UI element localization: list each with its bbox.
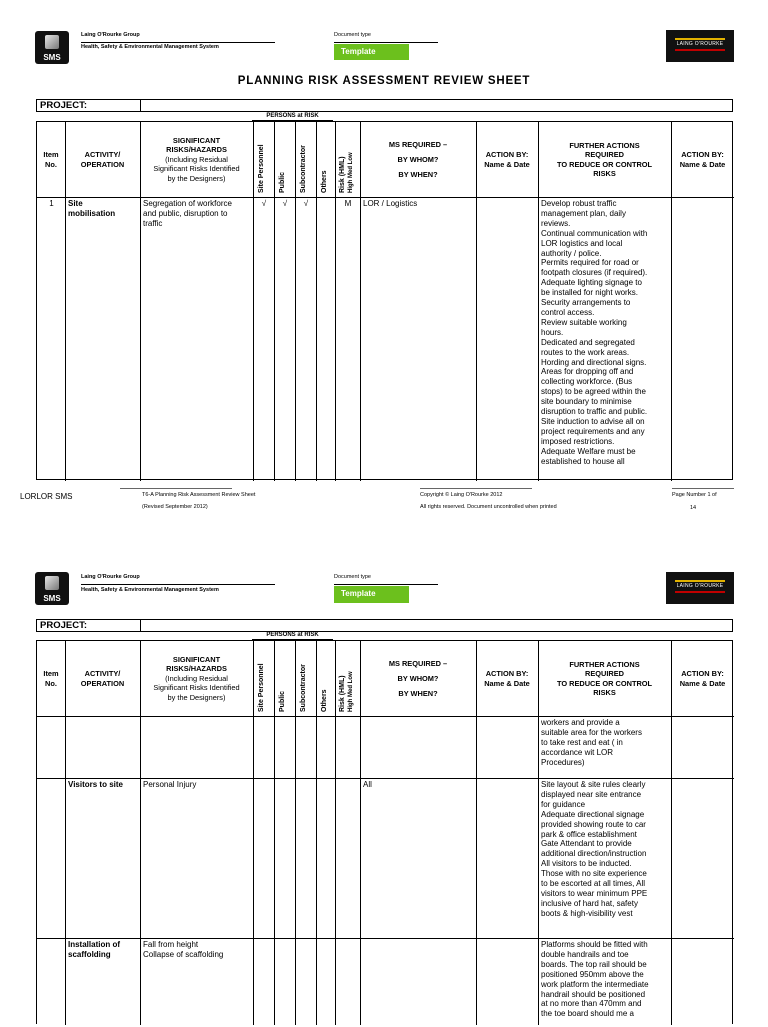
column-divider xyxy=(360,122,361,481)
doc-type-badge: Template xyxy=(334,586,409,603)
footer-revised: (Revised September 2012) xyxy=(142,504,208,510)
header-further-actions: FURTHER ACTIONS REQUIRED TO REDUCE OR CONTROL RISKS xyxy=(556,140,653,178)
column-divider xyxy=(360,641,361,1025)
row-1-activity: Visitors to site xyxy=(68,780,123,789)
footer-page-label: Page Number 1 of xyxy=(672,492,717,498)
risk-table xyxy=(36,640,733,1024)
project-row xyxy=(36,99,733,112)
doc-type-badge: Template xyxy=(334,44,409,60)
footer-divider xyxy=(672,488,734,489)
header-action-by-2: ACTION BY: Name & Date xyxy=(679,150,726,169)
column-divider xyxy=(335,641,336,1025)
risk-table xyxy=(36,121,733,480)
header-divider xyxy=(37,716,734,717)
row-1-risk: Personal Injury xyxy=(143,780,197,789)
row-0-public: √ xyxy=(282,199,288,208)
column-divider xyxy=(671,122,672,481)
cube-icon xyxy=(45,35,59,49)
row-divider xyxy=(37,778,734,779)
header-others: Others xyxy=(321,689,328,712)
footer-divider xyxy=(420,488,532,489)
row-0-site-personnel: √ xyxy=(261,199,267,208)
header-further-actions: FURTHER ACTIONS REQUIRED TO REDUCE OR CONTROL RISKS xyxy=(556,659,653,697)
system-name: Health, Safety & Environmental Management System xyxy=(81,587,219,593)
column-divider xyxy=(65,122,66,481)
header-risks: SIGNIFICANT RISKS/HAZARDS (Including Residual Significant Risks Identified by the Designers) xyxy=(153,135,240,183)
persons-at-risk-label: PERSONS at RISK xyxy=(252,631,333,640)
row-0-activity: Site mobilisation xyxy=(68,199,116,218)
laing-orourke-logo: LAING O'ROURKE xyxy=(666,30,734,62)
row-2-activity: Installation of scaffolding xyxy=(68,940,120,959)
divider xyxy=(81,584,275,585)
sms-logo: SMS xyxy=(35,31,69,64)
page-title: PLANNING RISK ASSESSMENT REVIEW SHEET xyxy=(237,75,531,87)
row-0-risk-level: M xyxy=(344,199,352,208)
footer-rights: All rights reserved. Document uncontrolled when printed xyxy=(420,504,557,510)
column-divider xyxy=(274,641,275,1025)
header-site-personnel: Site Personnel xyxy=(258,663,265,712)
row-0-ms: LOR / Logistics xyxy=(363,199,418,208)
company-name: Laing O'Rourke Group xyxy=(81,32,140,38)
row-1-ms: All xyxy=(363,780,372,789)
footer-divider xyxy=(120,488,232,489)
row-2-risk: Fall from height Collapse of scaffolding xyxy=(143,940,224,959)
row-0-further: Develop robust traffic management plan, daily reviews. Continual communication with LOR logistics and local authority / police. Permits required for road or footpath closures (if required). Adequate lighting signage to be installed for night works. Security arrangements to control access. Review suitable working hours. Dedicated and segregated routes to the work areas. Hording and directional signs. Areas for dropping off and collecting workforce. (Bus stops) to be agreed within the site boundary to minimise disruption to traffic and public. Site induction to advise all on project requirements and any imposed restrictions. Adequate Welfare must be established to house all xyxy=(541,199,648,466)
header-activity: ACTIVITY/ OPERATION xyxy=(80,669,125,688)
row-0-item: 1 xyxy=(49,199,54,208)
page-2 xyxy=(0,560,768,1024)
column-divider xyxy=(538,641,539,1025)
column-divider xyxy=(538,122,539,481)
laing-orourke-logo: LAING O'ROURKE xyxy=(666,572,734,604)
column-divider xyxy=(295,122,296,481)
header-risk-hml: Risk (HML) xyxy=(339,675,346,712)
persons-at-risk-label: PERSONS at RISK xyxy=(252,112,333,121)
row-2-further: Platforms should be fitted with double handrails and toe boards. The top rail should be positioned 950mm above the work platform the intermediate handrail should be positioned at no more than 470mm and the toe board should me a xyxy=(541,940,649,1019)
header-risk-hml: Risk (HML) xyxy=(339,156,346,193)
header-ms-required: MS REQUIRED – BY WHOM? BY WHEN? xyxy=(388,659,448,698)
header-others: Others xyxy=(321,170,328,193)
column-divider xyxy=(476,641,477,1025)
column-divider xyxy=(274,122,275,481)
project-row xyxy=(36,619,733,632)
header-subcontractor: Subcontractor xyxy=(300,145,307,193)
footer-left: LORLOR SMS xyxy=(20,492,73,501)
footer-page-total: 14 xyxy=(690,505,697,511)
project-label: PROJECT: xyxy=(40,620,87,631)
company-name: Laing O'Rourke Group xyxy=(81,574,140,580)
header-activity: ACTIVITY/ OPERATION xyxy=(80,150,125,169)
header-divider xyxy=(37,197,734,198)
header-action-by-2: ACTION BY: Name & Date xyxy=(679,669,726,688)
footer-doc-ref: T6-A Planning Risk Assessment Review Sheet xyxy=(142,492,256,498)
row-divider xyxy=(37,938,734,939)
footer-copyright: Copyright © Laing O'Rourke 2012 xyxy=(420,492,503,498)
header-risk-hml-levels: High Med Low xyxy=(348,671,354,712)
header-risk-hml-levels: High Med Low xyxy=(348,152,354,193)
header-item-no: Item No. xyxy=(43,150,59,169)
column-divider xyxy=(671,641,672,1025)
column-divider xyxy=(140,122,141,481)
column-divider xyxy=(65,641,66,1025)
divider xyxy=(334,584,438,585)
column-divider xyxy=(140,641,141,1025)
project-label: PROJECT: xyxy=(40,100,87,111)
row-0-risk: Segregation of workforce and public, disruption to traffic xyxy=(143,199,232,228)
row-0-further: workers and provide a suitable area for the workers to take rest and eat ( in accordance wit LOR Procedures) xyxy=(541,718,642,767)
header-subcontractor: Subcontractor xyxy=(300,664,307,712)
column-divider xyxy=(335,122,336,481)
row-0-subcontractor: √ xyxy=(303,199,309,208)
column-divider xyxy=(253,641,254,1025)
doc-type-label: Document type xyxy=(334,574,371,580)
column-divider xyxy=(253,122,254,481)
column-divider xyxy=(295,641,296,1025)
header-action-by: ACTION BY: Name & Date xyxy=(484,669,530,688)
column-divider xyxy=(316,122,317,481)
sms-logo: SMS xyxy=(35,572,69,605)
header-action-by: ACTION BY: Name & Date xyxy=(484,150,530,169)
header-public: Public xyxy=(279,690,286,712)
cube-icon xyxy=(45,576,59,590)
column-divider xyxy=(316,641,317,1025)
row-1-further: Site layout & site rules clearly displayed near site entrance for guidance Adequate directional signage provided showing route to car park & office establishment Gate Attendant to provide additional direction/instruction All visitors to be inducted. Those with no site experience to be escorted at all times, All visitors to wear minimum PPE inclusive of hard hat, safety boots & high-visibility vest xyxy=(541,780,648,918)
system-name: Health, Safety & Environmental Management System xyxy=(81,44,219,50)
divider xyxy=(334,42,438,43)
doc-type-label: Document type xyxy=(334,32,371,38)
header-risks: SIGNIFICANT RISKS/HAZARDS (Including Residual Significant Risks Identified by the Designers) xyxy=(153,654,240,702)
header-item-no: Item No. xyxy=(43,669,59,688)
divider xyxy=(81,42,275,43)
header-site-personnel: Site Personnel xyxy=(258,144,265,193)
header-public: Public xyxy=(279,171,286,193)
column-divider xyxy=(476,122,477,481)
header-ms-required: MS REQUIRED – BY WHOM? BY WHEN? xyxy=(388,140,448,179)
